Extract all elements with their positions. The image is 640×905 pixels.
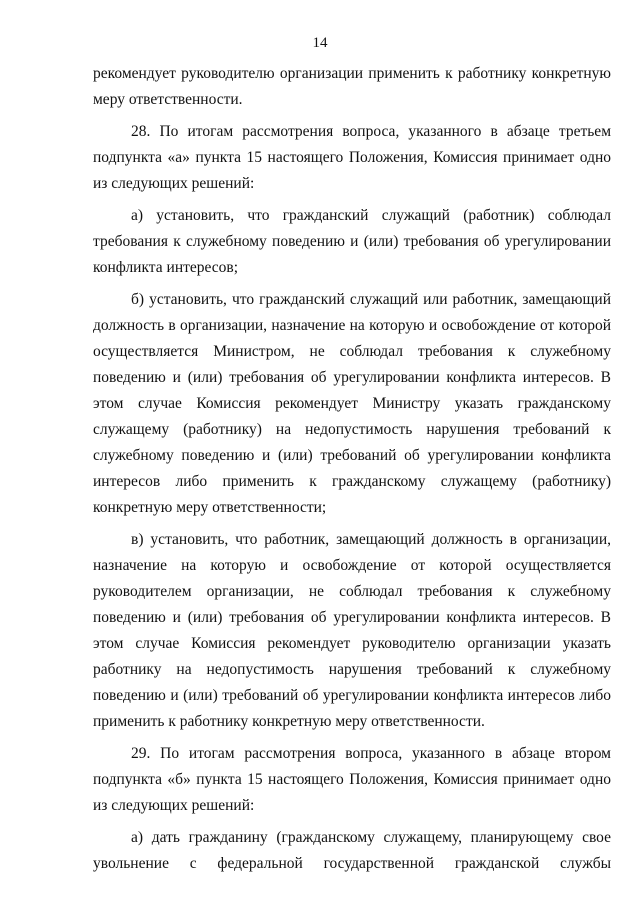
paragraph-continuation: рекомендует руководителю организации применить к работнику конкретную меру ответственности. — [93, 65, 611, 108]
paragraph-item-29-a: а) дать гражданину (гражданскому служащему, планирующему свое увольнение с федеральной государственной гражданской службы — [93, 829, 611, 872]
document-body — [93, 61, 611, 877]
paragraph-item-28-a: а) установить, что гражданский служащий (работник) соблюдал требования к служебному поведению и (или) требования об урегулировании конфликта интересов; — [93, 207, 611, 276]
paragraph-item-28-v: в) установить, что работник, замещающий должность в организации, назначение на которую и освобождение от которой осуществляется руководителем организации, не соблюдал требования к служебному поведению и (или) требования об урегулировании конфликта интересов. В этом случае Комиссия рекомендует руководителю организации указать работнику на недопустимость нарушения требований к служебному поведению и (или) требований об урегулировании конфликта интересов либо применить к работнику конкретную меру ответственности. — [93, 531, 611, 730]
paragraph-item-29: 29. По итогам рассмотрения вопроса, указанного в абзаце втором подпункта «б» пункта 15 настоящего Положения, Комиссия принимает одно из следующих решений: — [93, 745, 611, 814]
page-number: 14 — [312, 35, 328, 51]
paragraph-item-28-b: б) установить, что гражданский служащий или работник, замещающий должность в организации, назначение на которую и освобождение от которой осуществляется Министром, не соблюдал требования к служебному поведению и (или) требования об урегулировании конфликта интересов. В этом случае Комиссия рекомендует Министру указать гражданскому служащему (работнику) на недопустимость нарушения требований к служебному поведению и (или) требований об урегулировании конфликта интересов либо применить к гражданскому служащему (работнику) конкретную меру ответственности; — [93, 291, 611, 516]
paragraph-item-28: 28. По итогам рассмотрения вопроса, указанного в абзаце третьем подпункта «а» пункта 15 настоящего Положения, Комиссия принимает одно из следующих решений: — [93, 123, 611, 192]
